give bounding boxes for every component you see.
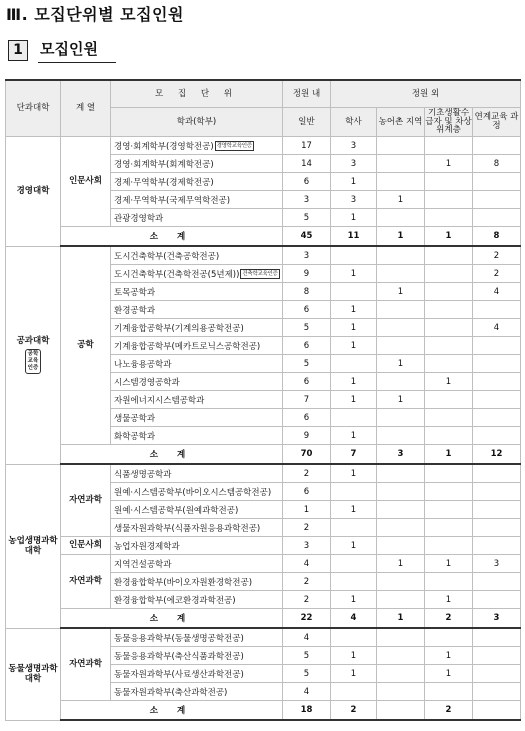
count-basic — [425, 319, 473, 337]
count-rural — [377, 246, 425, 265]
section-number: 1 — [8, 40, 28, 61]
count-bachelor: 1 — [331, 337, 377, 355]
count-basic: 1 — [425, 591, 473, 609]
count-linked — [473, 537, 521, 555]
subtotal-basic: 2 — [425, 609, 473, 629]
subtotal-row — [6, 227, 521, 247]
count-general: 5 — [283, 355, 331, 373]
field-name: 자연과학 — [61, 464, 111, 537]
count-general: 3 — [283, 537, 331, 555]
subtotal-bachelor: 4 — [331, 609, 377, 629]
count-basic — [425, 537, 473, 555]
unit-name — [111, 191, 283, 209]
unit-name-label: 경제·무역학부(경제학전공) — [114, 177, 214, 188]
subtotal-label: 소 계 — [61, 227, 283, 247]
count-general: 7 — [283, 391, 331, 409]
unit-name-label: 환경공학과 — [114, 305, 156, 316]
college-name-label: 공과대학 — [16, 335, 50, 346]
count-general: 9 — [283, 427, 331, 445]
unit-name-label: 식품생명공학과 — [114, 469, 172, 480]
count-rural — [377, 319, 425, 337]
unit-name — [111, 391, 283, 409]
page-heading: Ⅲ. 모집단위별 모집인원 — [6, 5, 184, 24]
unit-name — [111, 628, 283, 647]
unit-name — [111, 155, 283, 173]
count-bachelor — [331, 555, 377, 573]
count-general: 6 — [283, 409, 331, 427]
unit-name — [111, 409, 283, 427]
count-rural — [377, 647, 425, 665]
table-row — [6, 555, 521, 573]
count-general: 3 — [283, 191, 331, 209]
college-certification-badge: 공학교육인증 — [25, 349, 41, 374]
unit-name-label: 원예·시스템공학부(바이오시스템공학전공) — [114, 487, 272, 498]
count-rural — [377, 155, 425, 173]
college-name-label: 동물생명과학대학 — [8, 663, 58, 684]
header-linked-course: 연계교육 과정 — [473, 108, 521, 137]
count-basic — [425, 337, 473, 355]
count-rural: 1 — [377, 555, 425, 573]
unit-name-label: 생물공학과 — [114, 413, 156, 424]
count-bachelor — [331, 519, 377, 537]
header-unit: 모 집 단 위 — [111, 80, 283, 108]
unit-name — [111, 246, 283, 265]
college-name — [6, 628, 61, 720]
count-basic — [425, 391, 473, 409]
count-bachelor: 1 — [331, 301, 377, 319]
count-bachelor: 1 — [331, 391, 377, 409]
unit-name-label: 자원에너지시스템공학과 — [114, 395, 205, 406]
unit-name-label: 경영·회계학부(경영학전공) — [114, 141, 214, 152]
count-basic — [425, 464, 473, 483]
count-basic: 1 — [425, 155, 473, 173]
count-general: 1 — [283, 501, 331, 519]
unit-name — [111, 337, 283, 355]
subtotal-rural: 1 — [377, 227, 425, 247]
section-title-underline — [38, 62, 116, 63]
count-linked: 4 — [473, 283, 521, 301]
unit-name — [111, 483, 283, 501]
count-general: 2 — [283, 591, 331, 609]
count-general: 4 — [283, 555, 331, 573]
unit-name — [111, 501, 283, 519]
count-basic — [425, 301, 473, 319]
subtotal-row — [6, 609, 521, 629]
count-linked — [473, 137, 521, 155]
count-linked — [473, 501, 521, 519]
subtotal-linked: 3 — [473, 609, 521, 629]
count-linked: 4 — [473, 319, 521, 337]
count-rural — [377, 209, 425, 227]
count-basic — [425, 265, 473, 283]
subtotal-bachelor: 7 — [331, 445, 377, 465]
count-basic — [425, 483, 473, 501]
header-outside-quota: 정원 외 — [331, 80, 521, 108]
unit-name — [111, 137, 283, 155]
subtotal-bachelor: 2 — [331, 701, 377, 721]
count-basic — [425, 409, 473, 427]
count-rural: 1 — [377, 283, 425, 301]
count-bachelor: 3 — [331, 137, 377, 155]
count-general: 5 — [283, 665, 331, 683]
unit-name-label: 환경융합학부(에코환경과학전공) — [114, 595, 236, 606]
count-rural: 1 — [377, 191, 425, 209]
count-rural — [377, 573, 425, 591]
unit-name-label: 도시건축학부(건축공학전공) — [114, 251, 220, 262]
count-rural — [377, 409, 425, 427]
unit-name — [111, 265, 283, 283]
count-rural — [377, 501, 425, 519]
unit-name-label: 기계융합공학부(기계의용공학전공) — [114, 323, 244, 334]
count-rural — [377, 373, 425, 391]
count-bachelor: 1 — [331, 537, 377, 555]
count-general: 14 — [283, 155, 331, 173]
count-general: 5 — [283, 319, 331, 337]
header-field: 계 열 — [61, 80, 111, 137]
count-linked — [473, 173, 521, 191]
count-linked — [473, 591, 521, 609]
unit-name — [111, 209, 283, 227]
count-general: 4 — [283, 628, 331, 647]
count-basic — [425, 173, 473, 191]
count-rural: 1 — [377, 355, 425, 373]
table-row — [6, 464, 521, 483]
unit-name — [111, 591, 283, 609]
count-linked — [473, 373, 521, 391]
count-linked — [473, 191, 521, 209]
count-general: 6 — [283, 483, 331, 501]
count-linked — [473, 337, 521, 355]
count-general: 2 — [283, 573, 331, 591]
unit-name — [111, 301, 283, 319]
count-basic — [425, 519, 473, 537]
count-basic — [425, 355, 473, 373]
count-bachelor — [331, 683, 377, 701]
subtotal-linked: 12 — [473, 445, 521, 465]
count-basic — [425, 246, 473, 265]
subtotal-general: 45 — [283, 227, 331, 247]
count-general: 6 — [283, 373, 331, 391]
field-name: 자연과학 — [61, 628, 111, 701]
count-bachelor: 3 — [331, 191, 377, 209]
college-name — [6, 464, 61, 628]
count-general: 17 — [283, 137, 331, 155]
subtotal-general: 18 — [283, 701, 331, 721]
count-bachelor: 3 — [331, 155, 377, 173]
subtotal-label: 소 계 — [61, 609, 283, 629]
count-linked — [473, 427, 521, 445]
header-within-quota: 정원 내 — [283, 80, 331, 108]
enrollment-table — [5, 79, 521, 721]
college-name-label: 경영대학 — [16, 186, 50, 197]
count-linked — [473, 519, 521, 537]
count-bachelor — [331, 573, 377, 591]
unit-name — [111, 665, 283, 683]
count-bachelor: 1 — [331, 209, 377, 227]
count-rural — [377, 665, 425, 683]
subtotal-bachelor: 11 — [331, 227, 377, 247]
subtotal-row — [6, 445, 521, 465]
count-rural — [377, 483, 425, 501]
unit-name-label: 동물응용과학부(동물생명공학전공) — [114, 633, 244, 644]
header-unit-sub: 학과(학부) — [111, 108, 283, 137]
header-bachelor: 학사 — [331, 108, 377, 137]
subtotal-label: 소 계 — [61, 701, 283, 721]
count-linked — [473, 464, 521, 483]
unit-name — [111, 519, 283, 537]
unit-name-label: 도시건축학부(건축학전공(5년제)) — [114, 269, 240, 280]
section-title: 모집인원 — [40, 40, 98, 58]
unit-name-label: 토목공학과 — [114, 287, 156, 298]
count-basic — [425, 209, 473, 227]
subtotal-linked — [473, 701, 521, 721]
count-basic — [425, 427, 473, 445]
count-linked — [473, 628, 521, 647]
college-name — [6, 246, 61, 464]
count-linked — [473, 483, 521, 501]
count-bachelor: 1 — [331, 665, 377, 683]
subtotal-row — [6, 701, 521, 721]
unit-name-label: 농업자원경제학과 — [114, 541, 180, 552]
subtotal-basic: 1 — [425, 227, 473, 247]
count-general: 5 — [283, 209, 331, 227]
table-row — [6, 246, 521, 265]
count-linked — [473, 573, 521, 591]
field-name: 자연과학 — [61, 555, 111, 609]
header-college: 단과대학 — [6, 80, 61, 137]
count-linked — [473, 391, 521, 409]
count-rural — [377, 301, 425, 319]
unit-name-label: 원예·시스템공학부(원예과학전공) — [114, 505, 239, 516]
unit-name — [111, 683, 283, 701]
unit-name-label: 화학공학과 — [114, 431, 156, 442]
count-linked — [473, 683, 521, 701]
certification-badge: 경영학교육인증 — [216, 143, 252, 149]
unit-name — [111, 573, 283, 591]
count-rural — [377, 337, 425, 355]
count-general: 8 — [283, 283, 331, 301]
unit-name — [111, 555, 283, 573]
count-linked: 2 — [473, 246, 521, 265]
count-general: 2 — [283, 464, 331, 483]
count-bachelor: 1 — [331, 265, 377, 283]
subtotal-basic: 1 — [425, 445, 473, 465]
unit-name-label: 경영·회계학부(회계학전공) — [114, 159, 214, 170]
unit-name — [111, 319, 283, 337]
college-name — [6, 137, 61, 247]
unit-name — [111, 355, 283, 373]
count-linked: 2 — [473, 265, 521, 283]
header-rural: 농어촌 지역 — [377, 108, 425, 137]
unit-name — [111, 464, 283, 483]
count-bachelor: 1 — [331, 373, 377, 391]
unit-name-label: 경제·무역학부(국제무역학전공) — [114, 195, 231, 206]
count-bachelor: 1 — [331, 591, 377, 609]
unit-name — [111, 283, 283, 301]
count-rural — [377, 591, 425, 609]
count-general: 4 — [283, 683, 331, 701]
unit-name — [111, 373, 283, 391]
count-rural — [377, 537, 425, 555]
header-general: 일반 — [283, 108, 331, 137]
count-general: 2 — [283, 519, 331, 537]
unit-name-label: 동물응용과학부(축산식품과학전공) — [114, 651, 244, 662]
count-bachelor — [331, 483, 377, 501]
count-rural — [377, 628, 425, 647]
count-basic: 1 — [425, 373, 473, 391]
count-bachelor — [331, 355, 377, 373]
count-bachelor — [331, 283, 377, 301]
unit-name — [111, 427, 283, 445]
table-body — [6, 137, 521, 721]
subtotal-rural — [377, 701, 425, 721]
unit-name-label: 시스템경영공학과 — [114, 377, 180, 388]
unit-name-label: 생물자원과학부(식품자원응용과학전공) — [114, 523, 261, 534]
count-basic: 1 — [425, 665, 473, 683]
count-basic — [425, 137, 473, 155]
count-basic — [425, 573, 473, 591]
subtotal-rural: 3 — [377, 445, 425, 465]
count-linked — [473, 647, 521, 665]
count-bachelor — [331, 409, 377, 427]
count-rural — [377, 265, 425, 283]
field-name: 인문사회 — [61, 137, 111, 227]
count-general: 9 — [283, 265, 331, 283]
count-bachelor: 1 — [331, 464, 377, 483]
field-name: 인문사회 — [61, 537, 111, 555]
count-bachelor: 1 — [331, 427, 377, 445]
count-basic — [425, 628, 473, 647]
count-bachelor: 1 — [331, 319, 377, 337]
count-rural — [377, 519, 425, 537]
subtotal-label: 소 계 — [61, 445, 283, 465]
count-bachelor: 1 — [331, 647, 377, 665]
count-linked — [473, 301, 521, 319]
unit-name — [111, 647, 283, 665]
count-rural — [377, 137, 425, 155]
subtotal-basic: 2 — [425, 701, 473, 721]
subtotal-linked: 8 — [473, 227, 521, 247]
count-general: 6 — [283, 173, 331, 191]
count-basic — [425, 191, 473, 209]
unit-name-label: 환경융합학부(바이오자원환경학전공) — [114, 577, 253, 588]
header-basic-livelihood: 기초생활수급자 및 차상위계층 — [425, 107, 472, 136]
count-general: 6 — [283, 337, 331, 355]
count-rural — [377, 683, 425, 701]
unit-name-label: 동물자원과학부(사료생산과학전공) — [114, 669, 244, 680]
table-row — [6, 628, 521, 647]
count-rural — [377, 173, 425, 191]
count-basic — [425, 683, 473, 701]
count-rural — [377, 427, 425, 445]
college-name-label: 농업생명과학대학 — [8, 535, 58, 556]
subtotal-general: 70 — [283, 445, 331, 465]
count-bachelor — [331, 628, 377, 647]
count-linked — [473, 665, 521, 683]
count-general: 6 — [283, 301, 331, 319]
count-linked: 8 — [473, 155, 521, 173]
count-bachelor: 1 — [331, 173, 377, 191]
certification-badge: 건축학교육인증 — [242, 271, 278, 277]
subtotal-rural: 1 — [377, 609, 425, 629]
unit-name-label: 나노융용공학과 — [114, 359, 172, 370]
count-general: 5 — [283, 647, 331, 665]
count-linked: 3 — [473, 555, 521, 573]
count-basic: 1 — [425, 647, 473, 665]
unit-name — [111, 537, 283, 555]
unit-name-label: 동물자원과학부(축산과학전공) — [114, 687, 228, 698]
count-rural: 1 — [377, 391, 425, 409]
count-rural — [377, 464, 425, 483]
count-linked — [473, 355, 521, 373]
unit-name-label: 관광경영학과 — [114, 213, 164, 224]
count-bachelor — [331, 246, 377, 265]
count-basic: 1 — [425, 555, 473, 573]
count-linked — [473, 209, 521, 227]
unit-name — [111, 173, 283, 191]
subtotal-general: 22 — [283, 609, 331, 629]
count-basic — [425, 283, 473, 301]
count-linked — [473, 409, 521, 427]
count-bachelor: 1 — [331, 501, 377, 519]
unit-name-label: 지역건설공학과 — [114, 559, 172, 570]
unit-name-label: 기계융합공학부(메카트로닉스공학전공) — [114, 341, 261, 352]
count-basic — [425, 501, 473, 519]
table-row — [6, 137, 521, 155]
count-general: 3 — [283, 246, 331, 265]
table-row — [6, 537, 521, 555]
field-name: 공학 — [61, 246, 111, 445]
